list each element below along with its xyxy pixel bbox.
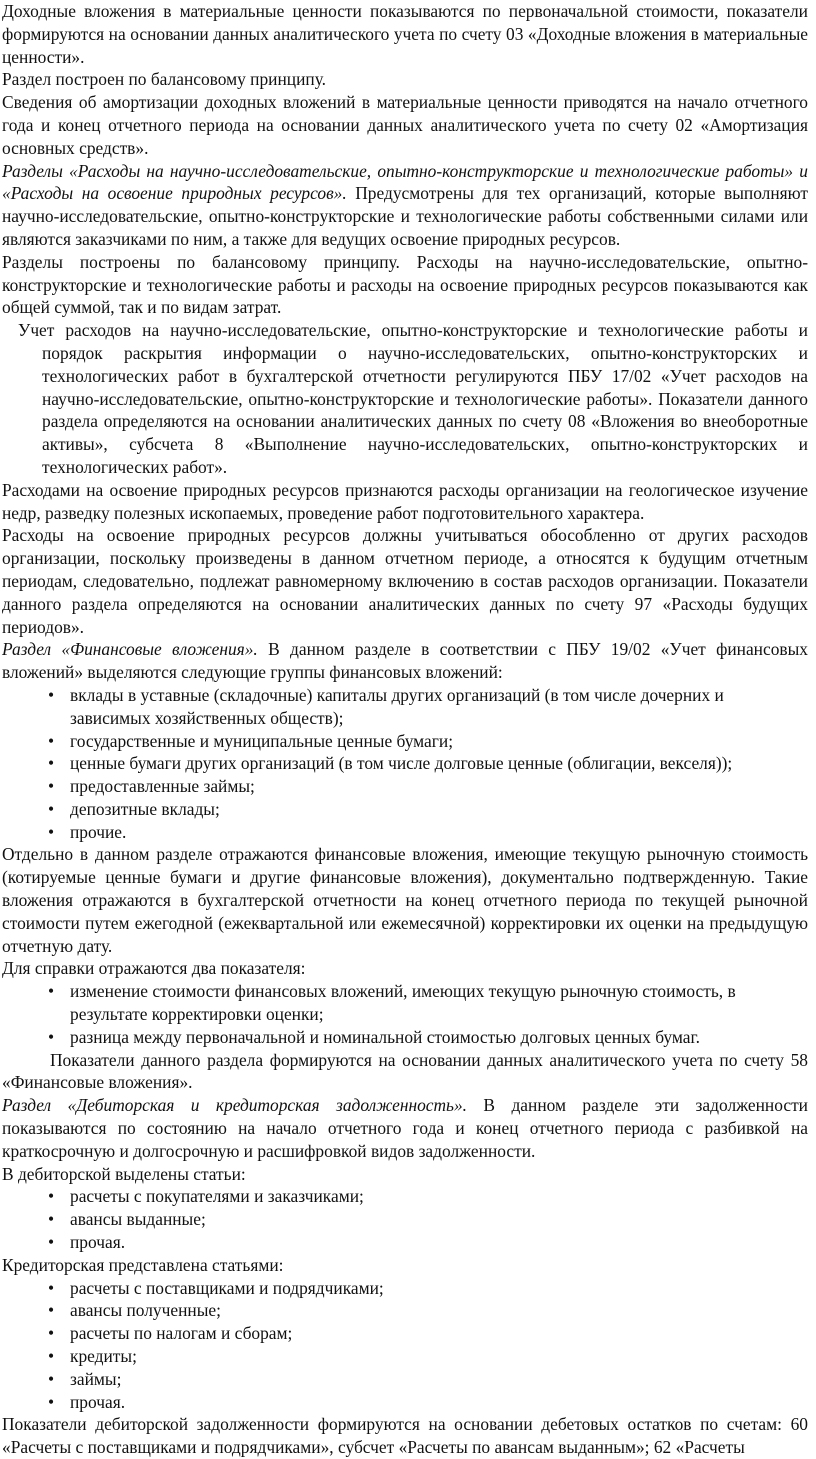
receivables-list <box>2 1185 808 1253</box>
reference-indicators-list <box>2 980 808 1048</box>
bullet-icon: • <box>48 1232 55 1253</box>
bullet-icon: • <box>48 821 55 842</box>
paragraph-natural-resources: Расходами на освоение природных ресурсов признаются расходы организации на геологическое изучение недр, разведку полезных ископаемых, проведение работ подготовительного характера. <box>2 479 808 523</box>
list-item: • авансы полученные; <box>48 1300 221 1321</box>
debt-section-text: В данном разделе эти задолженности показываются по состоянию на начало отчетного года и конец отчетного периода с разбивкой на краткосрочную и долгосрочную и расшифровкой видов задолженности. <box>2 1095 808 1161</box>
paragraph-rnd-accounting: Учет расходов на научно-исследовательские, опытно-конструкторские и технологические работы и порядок раскрытия информации о научно-исследовательских, опытно-конструкторских и технологических работ в бухгалтерской отчетности регулируются ПБУ 17/02 «Учет расходов на научно-исследовательские, опытно-конструкторские и технологические работы». Показатели данного раздела определяются на основании аналитических данных по счету 08 «Вложения во внеоборотные активы», субсчета 8 «Выполнение научно-исследовательских, опытно-конструкторских и технологических работ». <box>18 320 808 477</box>
paragraph-account-58: Показатели данного раздела формируются на основании данных аналитического учета по счету 58 «Финансовые вложения». <box>2 1049 808 1093</box>
paragraph-receivables-heading: В дебиторской выделены статьи: <box>2 1163 246 1184</box>
bullet-icon: • <box>48 1368 55 1389</box>
list-item: • ценные бумаги других организаций (в том числе долговые ценные (облигации, векселя)); <box>48 753 733 774</box>
paragraph-financial-investments <box>2 638 808 684</box>
paragraph-receivables-accounts: Показатели дебиторской задолженности формируются на основании дебетовых остатков по счетам: 60 «Расчеты с поставщиками и подрядчиками», субсчет «Расчеты по авансам выданным»; 62 «Расчеты <box>2 1414 808 1458</box>
bullet-icon: • <box>48 1186 55 1207</box>
paragraph-rnd-balance: Разделы построены по балансовому принципу. Расходы на научно-исследовательские, опытно-конструкторские и технологические работы и расходы на освоение природных ресурсов показываются как общей суммой, так и по видам затрат. <box>2 251 808 318</box>
paragraph-rnd-sections <box>2 160 808 251</box>
financial-investments-list <box>2 684 808 844</box>
list-item: • расчеты по налогам и сборам; <box>48 1323 293 1344</box>
list-item: • государственные и муниципальные ценные бумаги; <box>48 730 454 751</box>
bullet-icon: • <box>48 1323 55 1344</box>
debt-section-title: Раздел «Дебиторская и кредиторская задолженность». <box>2 1095 468 1116</box>
payables-list <box>2 1277 808 1414</box>
paragraph-amortization: Сведения об амортизации доходных вложений в материальные ценности приводятся на начало отчетного года и конец отчетного периода на основании данных аналитического учета по счету 02 «Амортизация основных средств». <box>2 92 808 158</box>
paragraph-receivables-payables <box>2 1094 808 1162</box>
bullet-icon: • <box>48 1391 55 1412</box>
financial-section-title: Раздел «Финансовые вложения». <box>2 639 258 660</box>
bullet-icon: • <box>48 1346 55 1367</box>
list-item: • расчеты с поставщиками и подрядчиками; <box>48 1277 384 1298</box>
list-item: • кредиты; <box>48 1346 137 1367</box>
paragraph-balance-principle: Раздел построен по балансовому принципу. <box>2 69 327 90</box>
paragraph-market-value: Отдельно в данном разделе отражаются финансовые вложения, имеющие текущую рыночную стоимость (котируемые ценные бумаги и другие финансовые вложения), документально подтвержденную. Такие вложения отражаются в бухгалтерской отчетности на конец отчетного периода по текущей рыночной стоимости путем ежегодной (ежеквартальной или ежемесячной) корректировки их оценки на предыдущую отчетную дату. <box>2 844 808 956</box>
bullet-icon: • <box>48 753 55 774</box>
rnd-section-title: Разделы «Расходы на научно-исследовательские, опытно-конструкторские и технологические работы» и «Расходы на освоение природных ресурсов». <box>2 160 808 204</box>
bullet-icon: • <box>48 776 55 797</box>
paragraph-natural-resources-expenses: Расходы на освоение природных ресурсов должны учитываться обособленно от других расходов организации, поскольку произведены в данном отчетном периоде, а относятся к будущим отчетным периодам, следовательно, подлежат равномерному включению в состав расходов организации. Показатели данного раздела определяются на основании аналитических данных по счету 97 «Расходы будущих периодов». <box>2 525 808 637</box>
bullet-icon: • <box>48 798 55 819</box>
bullet-icon: • <box>48 684 55 705</box>
list-item: • прочая. <box>48 1232 126 1253</box>
bullet-icon: • <box>48 1026 55 1047</box>
list-item: • депозитные вклады; <box>48 798 220 819</box>
list-item: • разница между первоначальной и номинальной стоимостью долговых ценных бумаг. <box>48 1026 700 1047</box>
list-item: • предоставленные займы; <box>48 776 255 797</box>
list-item: • займы; <box>48 1368 122 1389</box>
list-item: • вклады в уставные (складочные) капиталы других организаций (в том числе дочерних и зависимых хозяйственных обществ); <box>48 684 724 728</box>
financial-section-text: В данном разделе в соответствии с ПБУ 19/02 «Учет финансовых вложений» выделяются следующие группы финансовых вложений: <box>2 639 808 683</box>
paragraph-income-investments: Доходные вложения в материальные ценности показываются по первоначальной стоимости, показатели формируются на основании данных аналитического учета по счету 03 «Доходные вложения в материальные ценности». <box>2 1 808 67</box>
list-item: • прочая. <box>48 1391 126 1412</box>
list-item: • расчеты с покупателями и заказчиками; <box>48 1186 364 1207</box>
paragraph-payables-heading: Кредиторская представлена статьями: <box>2 1254 284 1275</box>
bullet-icon: • <box>48 981 55 1002</box>
list-item: • авансы выданные; <box>48 1209 206 1230</box>
rnd-section-text: Предусмотрены для тех организаций, которые выполняют научно-исследовательские, опытно-конструкторские и технологические работы собственными силами или являются заказчиками по ним, а также для ведущих освоение природных ресурсов. <box>2 183 809 249</box>
bullet-icon: • <box>48 1300 55 1321</box>
bullet-icon: • <box>48 730 55 751</box>
list-item: • изменение стоимости финансовых вложений, имеющих текущую рыночную стоимость, в результате корректировки оценки; <box>48 981 736 1025</box>
paragraph-reference-indicators: Для справки отражаются два показателя: <box>2 958 306 979</box>
bullet-icon: • <box>48 1209 55 1230</box>
list-item: • прочие. <box>48 821 127 842</box>
bullet-icon: • <box>48 1277 55 1298</box>
